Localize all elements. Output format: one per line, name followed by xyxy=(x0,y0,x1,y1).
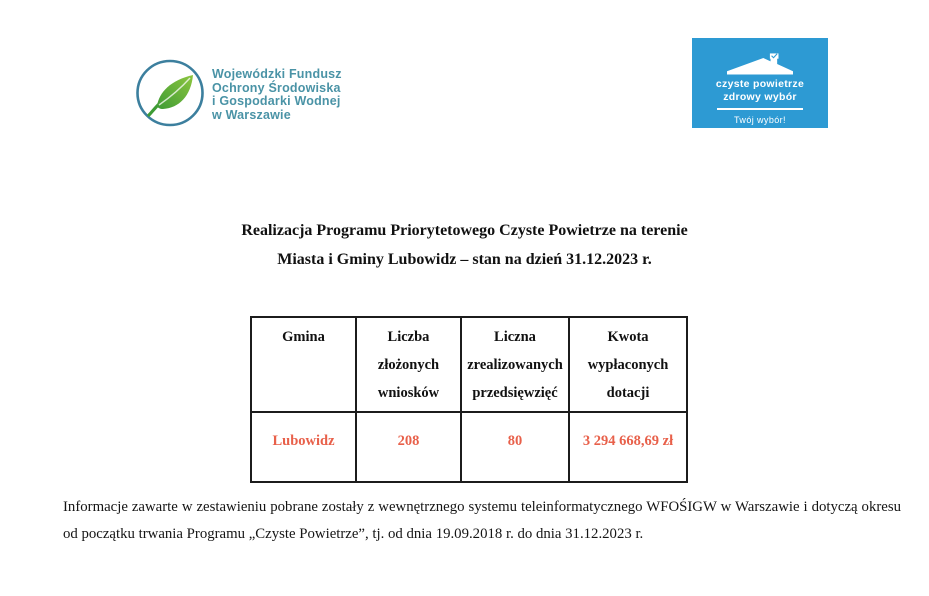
header-cell-wnioski: Liczba złożonych wniosków xyxy=(356,317,461,412)
cp-logo-tagline: Twój wybór! xyxy=(734,115,786,125)
cp-logo-line-2: zdrowy wybór xyxy=(723,90,797,103)
wfosigw-logo-text xyxy=(212,68,342,122)
logo-text-line: i Gospodarki Wodnej xyxy=(212,94,341,108)
header-cell-przedsiewziecia: Liczna zrealizowanych przedsięwzięć xyxy=(461,317,569,412)
footer-paragraph: Informacje zawarte w zestawieniu pobrane zostały z wewnętrznego systemu teleinformatycznego WFOŚIGW w Warszawie i dotyczą okresu od początku trwania Programu „Czyste Powietrze”, tj. od dnia 19.09.2018 r. do dnia 31.12.2023 r. xyxy=(63,499,901,542)
czyste-powietrze-logo xyxy=(692,38,828,128)
house-icon xyxy=(727,53,793,75)
header-cell-gmina: Gmina xyxy=(251,317,356,412)
wfosigw-logo xyxy=(135,58,342,129)
table-header-row xyxy=(251,317,687,412)
cell-dotacje-value: 3 294 668,69 zł xyxy=(569,412,687,482)
logo-text-line: Ochrony Środowiska xyxy=(212,80,341,95)
logo-text-line: w Warszawie xyxy=(212,107,291,122)
cell-gmina-value: Lubowidz xyxy=(251,412,356,482)
cell-przedsiewziecia-value: 80 xyxy=(461,412,569,482)
cp-logo-line-1: czyste powietrze xyxy=(715,78,805,90)
logo-text-line: Wojewódzki Fundusz xyxy=(212,67,342,81)
header-cell-dotacje: Kwota wypłaconych dotacji xyxy=(569,317,687,412)
leaf-icon xyxy=(135,58,205,129)
cp-logo-divider xyxy=(717,108,803,110)
page-title xyxy=(0,216,929,274)
results-table xyxy=(250,316,688,483)
title-line-2: Miasta i Gminy Lubowidz – stan na dzień 31.12.2023 r. xyxy=(277,251,652,268)
cell-wnioski-value: 208 xyxy=(356,412,461,482)
table-row xyxy=(251,412,687,482)
title-line-1: Realizacja Programu Priorytetowego Czyste Powietrze na terenie xyxy=(241,222,688,239)
